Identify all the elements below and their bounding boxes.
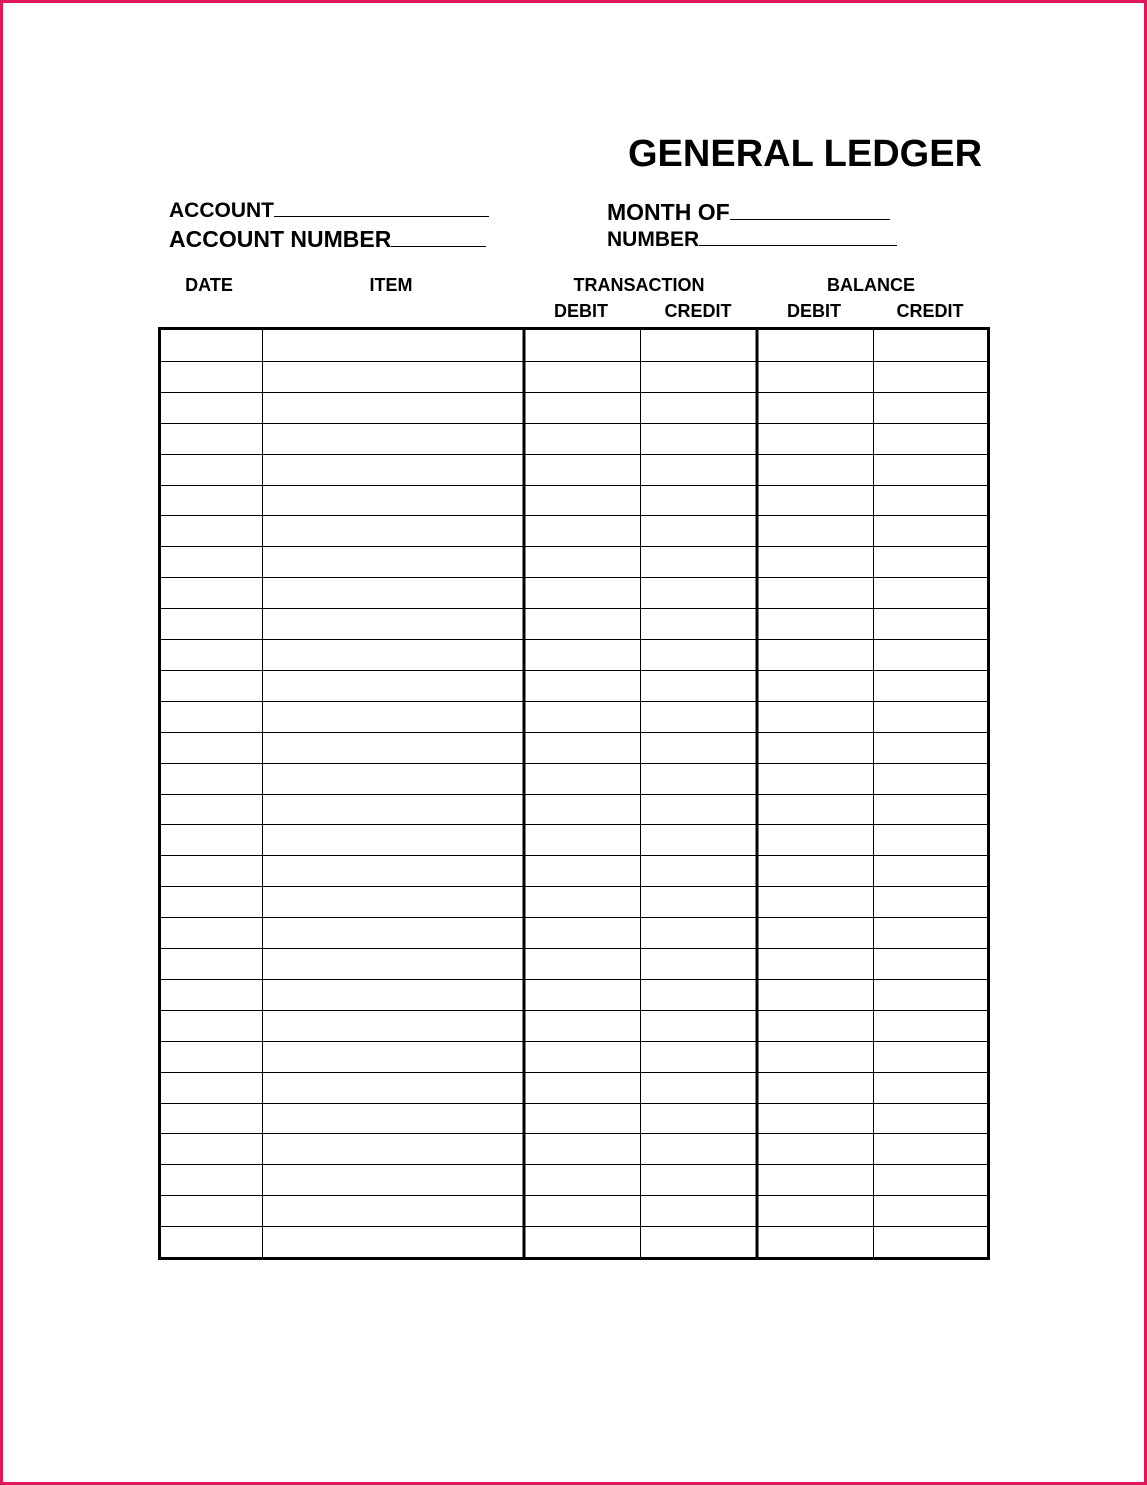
number-label: NUMBER: [607, 228, 700, 251]
account-label: ACCOUNT: [169, 199, 274, 222]
ledger-table: [158, 327, 990, 1260]
ledger-grid: [161, 330, 987, 1257]
month-of-field[interactable]: [607, 199, 890, 226]
page-title: GENERAL LEDGER: [628, 133, 983, 175]
account-number-blank-line[interactable]: [391, 245, 486, 247]
column-header-date: DATE: [185, 275, 233, 295]
account-number-label: ACCOUNT NUMBER: [169, 226, 392, 252]
number-field[interactable]: [607, 228, 897, 252]
column-header-item: ITEM: [369, 275, 413, 295]
number-blank-line[interactable]: [699, 244, 897, 246]
column-header-transaction-debit: DEBIT: [554, 301, 608, 321]
month-of-blank-line[interactable]: [730, 218, 890, 220]
account-field[interactable]: [169, 199, 489, 223]
column-header-transaction: TRANSACTION: [573, 275, 705, 295]
column-header-balance-debit: DEBIT: [787, 301, 841, 321]
column-header-balance: BALANCE: [827, 275, 915, 295]
column-header-balance-credit: CREDIT: [896, 301, 964, 321]
month-of-label: MONTH OF: [607, 199, 730, 225]
column-header-transaction-credit: CREDIT: [664, 301, 732, 321]
account-number-field[interactable]: [169, 226, 486, 253]
account-blank-line[interactable]: [274, 215, 489, 217]
